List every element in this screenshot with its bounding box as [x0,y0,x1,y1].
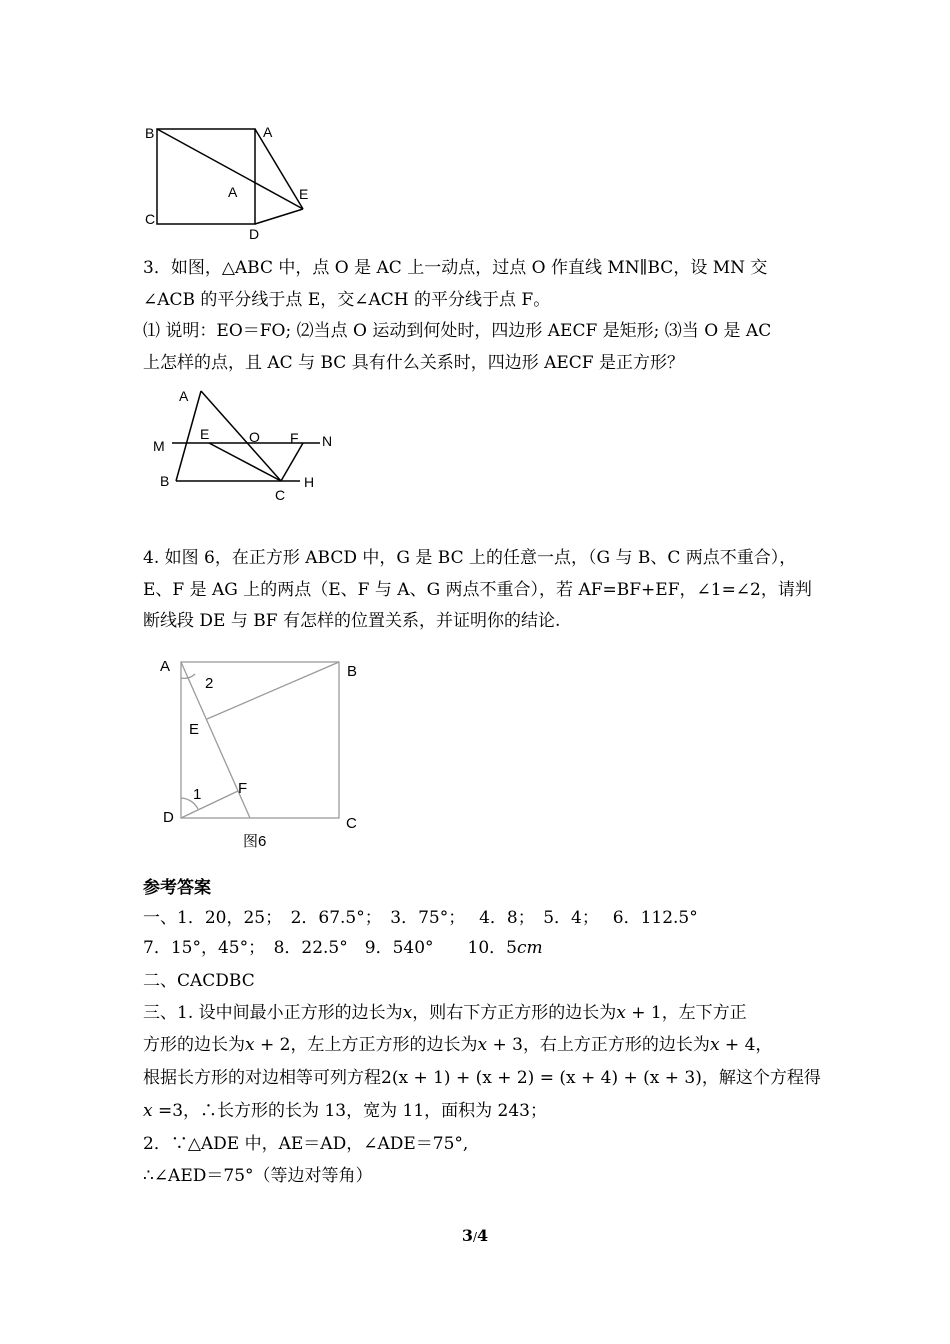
equation: 2(x + 1) + (x + 2) = (x + 4) + (x + 3) [381,1068,702,1088]
fig2-label-e: E [200,426,210,442]
answers-q2-line2: ∴∠AED＝75°（等边对等角） [143,1166,373,1186]
fig1-label-b: B [145,125,155,141]
fig6-label-2: 2 [205,675,214,692]
answers-part1-line2-text: 7．15°，45°； 8．22.5° 9．540° 10．5 [143,938,517,958]
answers-q2-line1: 2．∵△ADE 中，AE＝AD，∠ADE＝75°, [143,1134,469,1154]
fig6-label-a: A [160,658,171,675]
page-number [0,1226,950,1245]
fig2-label-f: F [290,430,299,446]
answers-part3-line1: 三、1. 设中间最小正方形的边长为x，则右下方正方形的边长为x + 1，左下方正 [143,1003,747,1023]
problem4-line3: 断线段 DE 与 BF 有怎样的位置关系，并证明你的结论. [143,611,561,631]
fig6-label-f: F [238,780,248,797]
answers-part3-line4: x =3，∴长方形的长为 13，宽为 11，面积为 243； [143,1101,547,1121]
fig6-label-b: B [347,663,358,680]
problem4-line1: 4. 如图 6，在正方形 ABCD 中，G 是 BC 上的任意一点，（G 与 B、C 两点不重合）， [143,548,797,568]
fig2-label-a: A [179,388,189,404]
fig2-label-b: B [160,473,170,489]
fig6-caption: 图6 [243,833,267,850]
fig6-line-df [181,791,238,818]
fig6-label-e: E [189,721,200,738]
fig2-label-m: M [153,438,165,454]
fig6-label-d: D [163,809,174,826]
fig2-label-n: N [322,433,333,449]
answers-part1-line2 [143,938,543,958]
fig2-label-o: O [249,429,260,445]
answers-part1-line1: 一、1．20，25； 2．67.5°； 3．75°； 4．8； 5．4； 6．112.5° [143,908,698,928]
fig6-angle-2-arc [181,674,195,678]
page-total: 4 [477,1226,489,1245]
fig1-label-e: E [299,186,309,202]
problem3-line1: 3．如图，△ABC 中，点 O 是 AC 上一动点，过点 O 作直线 MN∥BC，设 MN 交 [143,258,768,278]
fig1-label-a-mid: A [228,184,238,200]
problem3-line3: ⑴ 说明：EO＝FO; ⑵当点 O 运动到何处时，四边形 AECF 是矩形; ⑶当 O 是 AC [143,321,772,341]
fig1-label-d: D [249,226,260,242]
fig6-label-c: C [346,815,357,832]
fig2-label-c: C [275,487,286,503]
answers-unit-cm: cm [516,938,543,958]
problem3-line2: ∠ACB 的平分线于点 E，交∠ACH 的平分线于点 F。 [143,290,551,310]
answers-part3-line3: 根据长方形的对边相等可列方程2(x + 1) + (x + 2) = (x + 4) + (x + 3)，解这个方程得 [143,1068,821,1088]
fig1-label-c: C [145,211,156,227]
page-separator: / [472,1230,478,1244]
page-current: 3 [461,1226,473,1245]
problem4-line2: E、F 是 AG 上的两点（E、F 与 A、G 两点不重合），若 AF=BF+EF，∠1=∠2，请判 [143,580,812,600]
answers-part3-line2: 方形的边长为x + 2，左上方正方形的边长为x + 3，右上方正方形的边长为x + 4， [143,1035,773,1055]
answers-heading: 参考答案 [143,878,211,898]
problem3-line4: 上怎样的点，且 AC 与 BC 具有什么关系时，四边形 AECF 是正方形？ [143,353,685,373]
answers-part2: 二、CACDBC [143,971,255,991]
var-x: x [402,1003,413,1023]
fig6-label-1: 1 [193,786,202,803]
fig1-label-a-top: A [263,124,273,140]
fig6-line-be [207,662,339,719]
fig2-label-h: H [304,474,315,490]
